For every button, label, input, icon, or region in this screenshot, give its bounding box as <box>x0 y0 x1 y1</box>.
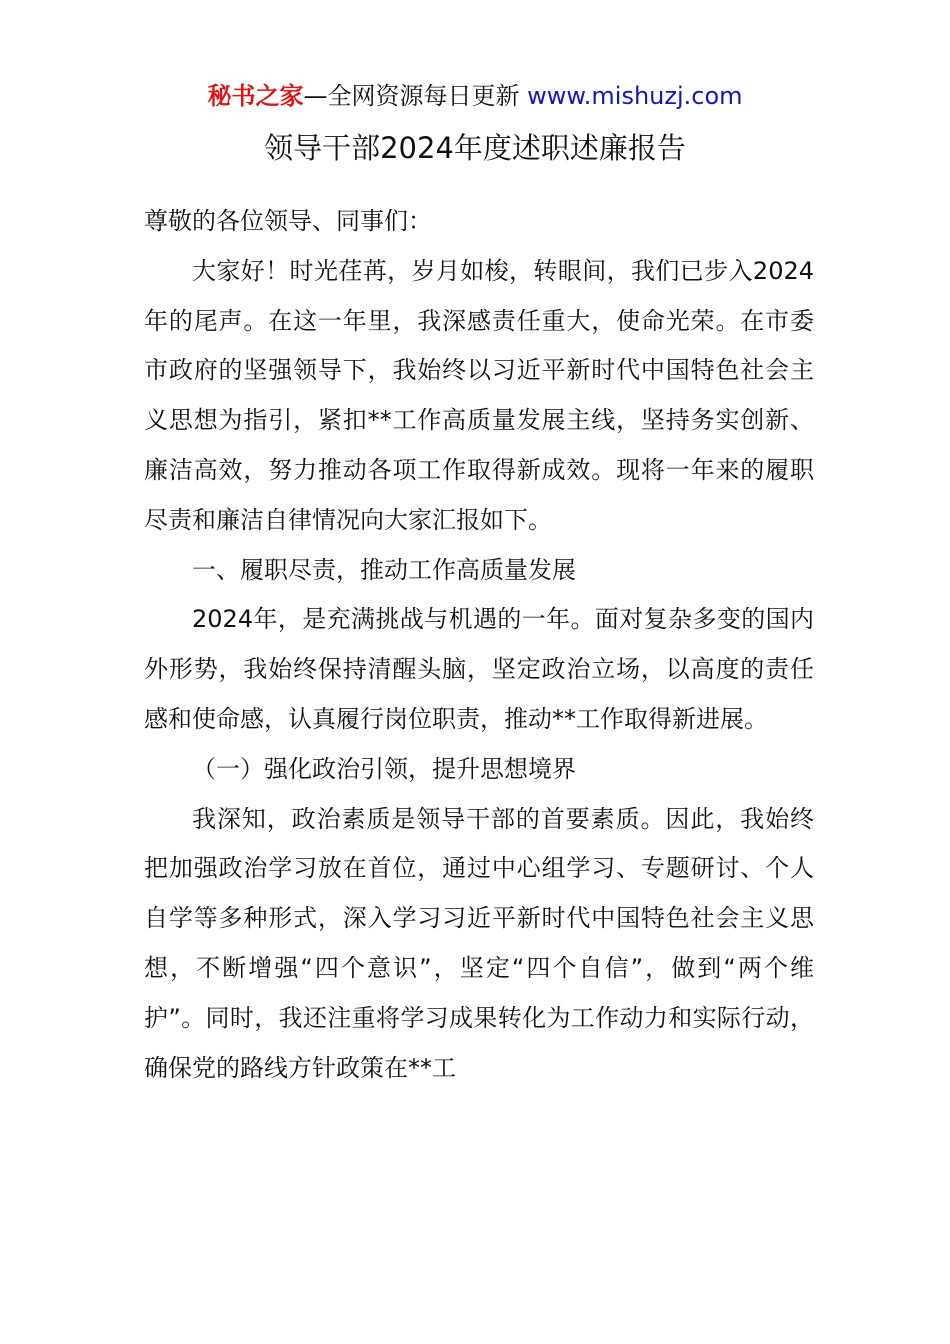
paragraph-intro: 大家好！时光荏苒，岁月如梭，转眼间，我们已步入2024年的尾声。在这一年里，我深感责任重大，使命光荣。在市委市政府的坚强领导下，我始终以习近平新时代中国特色社会主义思想为指引，紧扣**工作高质量发展主线，坚持务实创新、廉洁高效，努力推动各项工作取得新成效。现将一年来的履职尽责和廉洁自律情况向大家汇报如下。 <box>144 256 814 534</box>
section-heading-1: 一、履职尽责，推动工作高质量发展 <box>192 555 576 584</box>
paragraph-subsection-1: 我深知，政治素质是领导干部的首要素质。因此，我始终把加强政治学习放在首位，通过中心组学习、专题研讨、个人自学等多种形式，深入学习习近平新时代中国特色社会主义思想，不断增强“四个意识”，坚定“四个自信”，做到“两个维护”。同时，我还注重将学习成果转化为工作动力和实际行动，确保党的路线方针政策在**工 <box>144 804 814 1082</box>
document-title: 领导干部2024年度述职述廉报告 <box>264 131 686 165</box>
paragraph-section-1: 2024年，是充满挑战与机遇的一年。面对复杂多变的国内外形势，我始终保持清醒头脑，坚定政治立场，以高度的责任感和使命感，认真履行岗位职责，推动**工作取得新进展。 <box>144 605 814 733</box>
document-body <box>144 197 814 1093</box>
salutation: 尊敬的各位领导、同事们： <box>144 207 432 235</box>
subsection-heading-1: （一）强化政治引领，提升思想境界 <box>192 754 576 783</box>
site-banner <box>0 80 950 112</box>
banner-tagline: —全网资源每日更新 <box>303 82 528 110</box>
brand-name: 秘书之家 <box>207 82 304 110</box>
site-url-link[interactable]: www.mishuzj.com <box>527 82 743 110</box>
